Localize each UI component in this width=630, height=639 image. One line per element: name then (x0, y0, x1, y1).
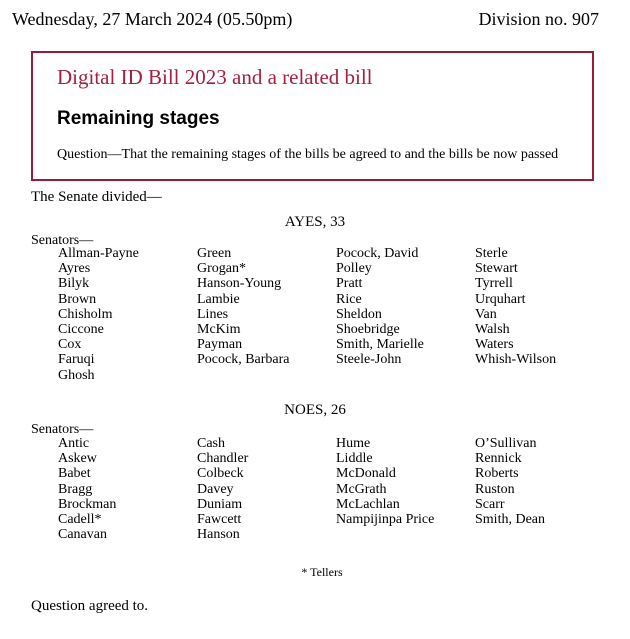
senator-name: Ciccone (58, 322, 104, 338)
senator-name: Shoebridge (336, 322, 400, 338)
senator-name: Ghosh (58, 367, 95, 383)
senator-name: Bragg (58, 481, 93, 497)
senator-name: Green (197, 246, 232, 261)
division-number: Division no. 907 (478, 9, 599, 29)
ayes-column-3 (336, 246, 424, 368)
senator-name: Ayres (58, 261, 91, 277)
senator-name: Faruqi (58, 352, 95, 368)
senator-name: McKim (197, 322, 241, 338)
bill-stage: Remaining stages (57, 108, 220, 129)
tellers-note: * Tellers (301, 565, 343, 579)
senator-name: Chisholm (58, 306, 113, 322)
senator-name: Urquhart (475, 291, 526, 307)
noes-column-3 (336, 436, 434, 527)
senator-name: Ruston (475, 481, 515, 497)
senator-name: Whish-Wilson (475, 352, 557, 368)
senator-name: Grogan* (197, 261, 246, 277)
senator-name: Stewart (475, 261, 518, 277)
senator-name: Pocock, David (336, 246, 419, 261)
bill-summary-box (31, 51, 594, 181)
senator-name: Polley (336, 261, 372, 277)
ayes-column-4 (475, 246, 556, 368)
bill-title: Digital ID Bill 2023 and a related bill (57, 65, 373, 89)
senator-name: Askew (58, 451, 97, 467)
noes-column-2 (197, 436, 248, 542)
ayes-column-2 (197, 246, 290, 368)
senator-name: McLachlan (336, 496, 400, 512)
senator-name: Steele-John (336, 352, 402, 368)
page-header (12, 9, 599, 33)
senator-name: Sheldon (336, 306, 382, 322)
senator-name: Brockman (58, 496, 117, 512)
senator-name: Hanson (197, 527, 240, 543)
senator-name: Allman-Payne (58, 246, 139, 261)
senator-name: Liddle (336, 451, 373, 467)
senator-name: Payman (197, 337, 243, 353)
senator-name: Hume (336, 436, 371, 451)
senator-name: Bilyk (58, 276, 90, 292)
senator-name: Nampijinpa Price (336, 512, 435, 528)
senator-name: Van (475, 306, 497, 322)
senator-name: Canavan (58, 527, 107, 543)
noes-column-4 (475, 436, 545, 527)
senator-name: Roberts (475, 466, 519, 482)
senator-name: Lambie (197, 291, 240, 307)
senator-name: Waters (475, 337, 514, 353)
senator-name: Smith, Marielle (336, 337, 424, 353)
ayes-column-1 (58, 246, 139, 383)
division-date: Wednesday, 27 March 2024 (05.50pm) (12, 9, 293, 29)
division-result: Question agreed to. (31, 598, 149, 614)
senate-divided-text: The Senate divided— (31, 189, 162, 205)
senator-name: Brown (58, 291, 97, 307)
senator-name: Fawcett (197, 512, 242, 528)
senator-name: Rennick (475, 451, 522, 467)
senator-name: Walsh (475, 322, 510, 338)
senator-name: Cox (58, 337, 82, 353)
senator-name: Davey (197, 481, 234, 497)
senator-name: Pocock, Barbara (197, 352, 290, 368)
noes-column-1 (58, 436, 116, 542)
senator-name: Hanson-Young (197, 276, 282, 292)
noes-senators-label: Senators— (31, 422, 94, 437)
senator-name: Babet (58, 466, 91, 482)
senator-name: Cash (197, 436, 225, 451)
senator-name: McGrath (336, 481, 387, 497)
senator-name: Duniam (197, 496, 243, 512)
senator-name: Antic (58, 436, 90, 451)
ayes-heading: AYES, 33 (284, 214, 346, 230)
senator-name: McDonald (336, 466, 396, 482)
senator-name: O’Sullivan (475, 436, 537, 451)
senator-name: Lines (197, 306, 229, 322)
bill-question: Question—That the remaining stages of the bills be agreed to and the bills be now passed (57, 147, 559, 162)
senator-name: Smith, Dean (475, 512, 545, 528)
senator-name: Tyrrell (475, 276, 513, 292)
senator-name: Rice (336, 291, 362, 307)
senator-name: Scarr (475, 496, 505, 512)
senator-name: Colbeck (197, 466, 244, 482)
senator-name: Sterle (475, 246, 508, 261)
ayes-senators-label: Senators— (31, 233, 94, 248)
senator-name: Chandler (197, 451, 249, 467)
noes-heading: NOES, 26 (284, 402, 346, 418)
senator-name: Pratt (336, 276, 363, 292)
senator-name: Cadell* (58, 512, 102, 528)
